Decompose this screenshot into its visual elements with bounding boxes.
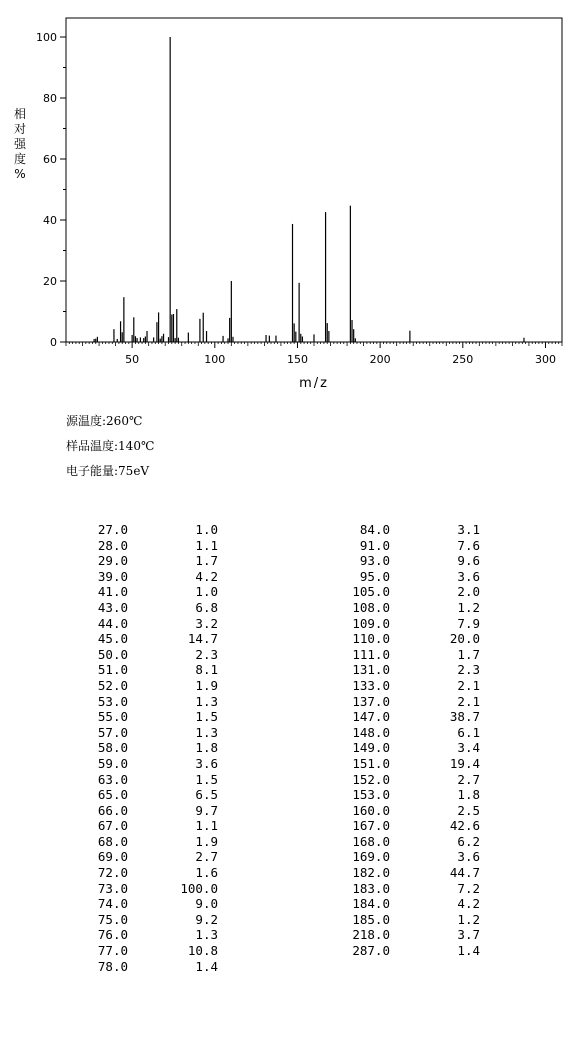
table-row — [60, 927, 230, 943]
mz-value: 69.0 — [97, 849, 128, 865]
mz-value: 68.0 — [97, 833, 128, 849]
abundance-value: 1.7 — [195, 553, 218, 569]
x-tick-label: 150 — [286, 353, 308, 366]
table-row — [60, 662, 230, 678]
abundance-value: 8.1 — [195, 662, 218, 678]
abundance-value: 3.2 — [195, 615, 218, 631]
abundance-value: 6.1 — [457, 724, 480, 740]
abundance-value: 1.5 — [195, 771, 218, 787]
table-row — [330, 943, 490, 959]
source-temperature: 源温度:260℃ — [66, 414, 143, 428]
abundance-value: 100.0 — [180, 880, 218, 896]
abundance-value: 1.0 — [195, 522, 218, 537]
y-tick-label: 0 — [50, 336, 57, 349]
mz-value: 39.0 — [97, 568, 128, 584]
mz-value: 109.0 — [352, 615, 390, 631]
mz-value: 185.0 — [352, 911, 390, 927]
abundance-value: 1.3 — [195, 693, 218, 709]
abundance-value: 10.8 — [187, 943, 218, 959]
table-row — [330, 600, 490, 616]
table-row — [330, 584, 490, 600]
x-axis-label: m/z — [299, 376, 329, 391]
abundance-value: 20.0 — [449, 631, 480, 647]
mz-value: 218.0 — [352, 927, 390, 943]
mass-spectrum-svg — [0, 0, 570, 400]
mz-value: 160.0 — [352, 802, 390, 818]
x-tick-label: 200 — [369, 353, 391, 366]
abundance-value: 2.7 — [457, 771, 480, 787]
abundance-value: 2.5 — [457, 802, 480, 818]
mz-value: 168.0 — [352, 833, 390, 849]
table-row — [330, 709, 490, 725]
mz-value: 53.0 — [97, 693, 128, 709]
mass-spectrum-chart — [0, 0, 570, 400]
abundance-value: 3.1 — [457, 522, 480, 537]
abundance-value: 2.1 — [457, 677, 480, 693]
abundance-value: 1.5 — [195, 709, 218, 725]
table-row — [330, 772, 490, 788]
abundance-value: 7.9 — [457, 615, 480, 631]
y-axis-label: 相对强度% — [13, 107, 27, 181]
mz-value: 182.0 — [352, 865, 390, 881]
table-row — [60, 616, 230, 632]
mz-value: 58.0 — [97, 740, 128, 756]
table-row — [60, 694, 230, 710]
table-row — [60, 538, 230, 554]
mz-value: 84.0 — [359, 522, 390, 537]
table-row — [330, 569, 490, 585]
abundance-value: 1.4 — [195, 958, 218, 974]
abundance-value: 6.2 — [457, 833, 480, 849]
table-row — [60, 740, 230, 756]
mz-value: 149.0 — [352, 740, 390, 756]
abundance-value: 1.1 — [195, 818, 218, 834]
table-row — [330, 522, 490, 538]
abundance-value: 4.2 — [195, 568, 218, 584]
abundance-value: 7.2 — [457, 880, 480, 896]
abundance-value: 4.2 — [457, 896, 480, 912]
y-tick-label: 80 — [43, 92, 57, 105]
table-row — [60, 959, 230, 975]
table-row — [330, 538, 490, 554]
table-row — [60, 678, 230, 694]
mz-value: 148.0 — [352, 724, 390, 740]
mz-value: 72.0 — [97, 865, 128, 881]
abundance-value: 1.3 — [195, 724, 218, 740]
mz-value: 63.0 — [97, 771, 128, 787]
mz-value: 55.0 — [97, 709, 128, 725]
mz-value: 45.0 — [97, 631, 128, 647]
mz-value: 65.0 — [97, 787, 128, 803]
table-row — [330, 756, 490, 772]
abundance-value: 1.1 — [195, 537, 218, 553]
table-row — [60, 787, 230, 803]
table-row — [60, 756, 230, 772]
y-tick-label: 60 — [43, 153, 57, 166]
table-row — [60, 553, 230, 569]
table-row — [330, 678, 490, 694]
table-row — [330, 803, 490, 819]
abundance-value: 3.6 — [195, 755, 218, 771]
mz-value: 151.0 — [352, 755, 390, 771]
table-row — [60, 818, 230, 834]
mz-value: 95.0 — [359, 568, 390, 584]
table-row — [60, 834, 230, 850]
mz-value: 169.0 — [352, 849, 390, 865]
abundance-value: 1.9 — [195, 677, 218, 693]
y-tick-label: 40 — [43, 214, 57, 227]
table-row — [330, 881, 490, 897]
x-tick-label: 250 — [452, 353, 474, 366]
mz-value: 29.0 — [97, 553, 128, 569]
table-row — [60, 709, 230, 725]
mz-value: 76.0 — [97, 927, 128, 943]
abundance-value: 6.8 — [195, 599, 218, 615]
abundance-value: 2.3 — [195, 646, 218, 662]
electron-energy: 电子能量:75eV — [66, 464, 150, 478]
mz-value: 287.0 — [352, 943, 390, 959]
peak-table-left — [60, 522, 230, 974]
abundance-value: 14.7 — [187, 631, 218, 647]
mz-value: 52.0 — [97, 677, 128, 693]
x-tick-label: 300 — [534, 353, 556, 366]
table-row — [60, 569, 230, 585]
abundance-value: 9.0 — [195, 896, 218, 912]
table-row — [60, 912, 230, 928]
abundance-value: 3.4 — [457, 740, 480, 756]
mz-value: 111.0 — [352, 646, 390, 662]
x-tick-label: 50 — [125, 353, 140, 366]
table-row — [60, 881, 230, 897]
abundance-value: 2.3 — [457, 662, 480, 678]
mz-value: 50.0 — [97, 646, 128, 662]
table-row — [60, 865, 230, 881]
abundance-value: 1.8 — [457, 787, 480, 803]
abundance-value: 38.7 — [449, 709, 480, 725]
abundance-value: 9.6 — [457, 553, 480, 569]
abundance-value: 6.5 — [195, 787, 218, 803]
abundance-value: 1.4 — [457, 943, 480, 959]
mz-value: 77.0 — [97, 943, 128, 959]
table-row — [330, 787, 490, 803]
abundance-value: 9.7 — [195, 802, 218, 818]
mz-value: 183.0 — [352, 880, 390, 896]
mz-value: 73.0 — [97, 880, 128, 896]
mz-value: 184.0 — [352, 896, 390, 912]
table-row — [330, 616, 490, 632]
sample-temperature: 样品温度:140℃ — [66, 439, 155, 453]
mz-value: 57.0 — [97, 724, 128, 740]
table-row — [330, 896, 490, 912]
y-tick-label: 100 — [36, 31, 57, 44]
y-tick-label: 20 — [43, 275, 57, 288]
table-row — [60, 600, 230, 616]
abundance-value: 9.2 — [195, 911, 218, 927]
abundance-value: 3.7 — [457, 927, 480, 943]
mz-value: 27.0 — [97, 522, 128, 537]
mz-value: 43.0 — [97, 599, 128, 615]
abundance-value: 2.0 — [457, 584, 480, 600]
table-row — [330, 834, 490, 850]
table-row — [60, 849, 230, 865]
table-row — [60, 725, 230, 741]
table-row — [60, 631, 230, 647]
abundance-value: 42.6 — [449, 818, 480, 834]
table-row — [60, 896, 230, 912]
table-row — [330, 553, 490, 569]
peak-table-right — [330, 522, 490, 959]
table-row — [330, 647, 490, 663]
table-row — [330, 662, 490, 678]
mz-value: 137.0 — [352, 693, 390, 709]
table-row — [60, 647, 230, 663]
mz-value: 108.0 — [352, 599, 390, 615]
mz-value: 74.0 — [97, 896, 128, 912]
table-row — [60, 943, 230, 959]
abundance-value: 1.9 — [195, 833, 218, 849]
mz-value: 152.0 — [352, 771, 390, 787]
mz-value: 28.0 — [97, 537, 128, 553]
abundance-value: 2.7 — [195, 849, 218, 865]
table-row — [60, 584, 230, 600]
table-row — [330, 740, 490, 756]
table-row — [330, 694, 490, 710]
table-row — [60, 522, 230, 538]
mz-value: 51.0 — [97, 662, 128, 678]
mz-value: 59.0 — [97, 755, 128, 771]
mz-value: 75.0 — [97, 911, 128, 927]
mz-value: 91.0 — [359, 537, 390, 553]
mz-value: 66.0 — [97, 802, 128, 818]
mz-value: 110.0 — [352, 631, 390, 647]
table-row — [330, 865, 490, 881]
table-row — [330, 927, 490, 943]
abundance-value: 3.6 — [457, 568, 480, 584]
table-row — [330, 631, 490, 647]
mz-value: 131.0 — [352, 662, 390, 678]
mz-value: 167.0 — [352, 818, 390, 834]
abundance-value: 1.3 — [195, 927, 218, 943]
table-row — [330, 725, 490, 741]
table-row — [330, 849, 490, 865]
table-row — [330, 818, 490, 834]
abundance-value: 19.4 — [449, 755, 480, 771]
abundance-value: 1.0 — [195, 584, 218, 600]
mz-value: 93.0 — [359, 553, 390, 569]
mz-value: 105.0 — [352, 584, 390, 600]
abundance-value: 1.2 — [457, 599, 480, 615]
table-row — [60, 772, 230, 788]
abundance-value: 2.1 — [457, 693, 480, 709]
abundance-value: 1.8 — [195, 740, 218, 756]
mz-value: 67.0 — [97, 818, 128, 834]
mz-value: 147.0 — [352, 709, 390, 725]
mz-value: 44.0 — [97, 615, 128, 631]
mz-value: 153.0 — [352, 787, 390, 803]
abundance-value: 1.7 — [457, 646, 480, 662]
abundance-value: 1.6 — [195, 865, 218, 881]
table-row — [330, 912, 490, 928]
x-tick-label: 100 — [204, 353, 226, 366]
plot-frame — [66, 18, 562, 342]
abundance-value: 1.2 — [457, 911, 480, 927]
abundance-value: 44.7 — [449, 865, 480, 881]
mz-value: 41.0 — [97, 584, 128, 600]
abundance-value: 3.6 — [457, 849, 480, 865]
mz-value: 78.0 — [97, 958, 128, 974]
mz-value: 133.0 — [352, 677, 390, 693]
abundance-value: 7.6 — [457, 537, 480, 553]
table-row — [60, 803, 230, 819]
